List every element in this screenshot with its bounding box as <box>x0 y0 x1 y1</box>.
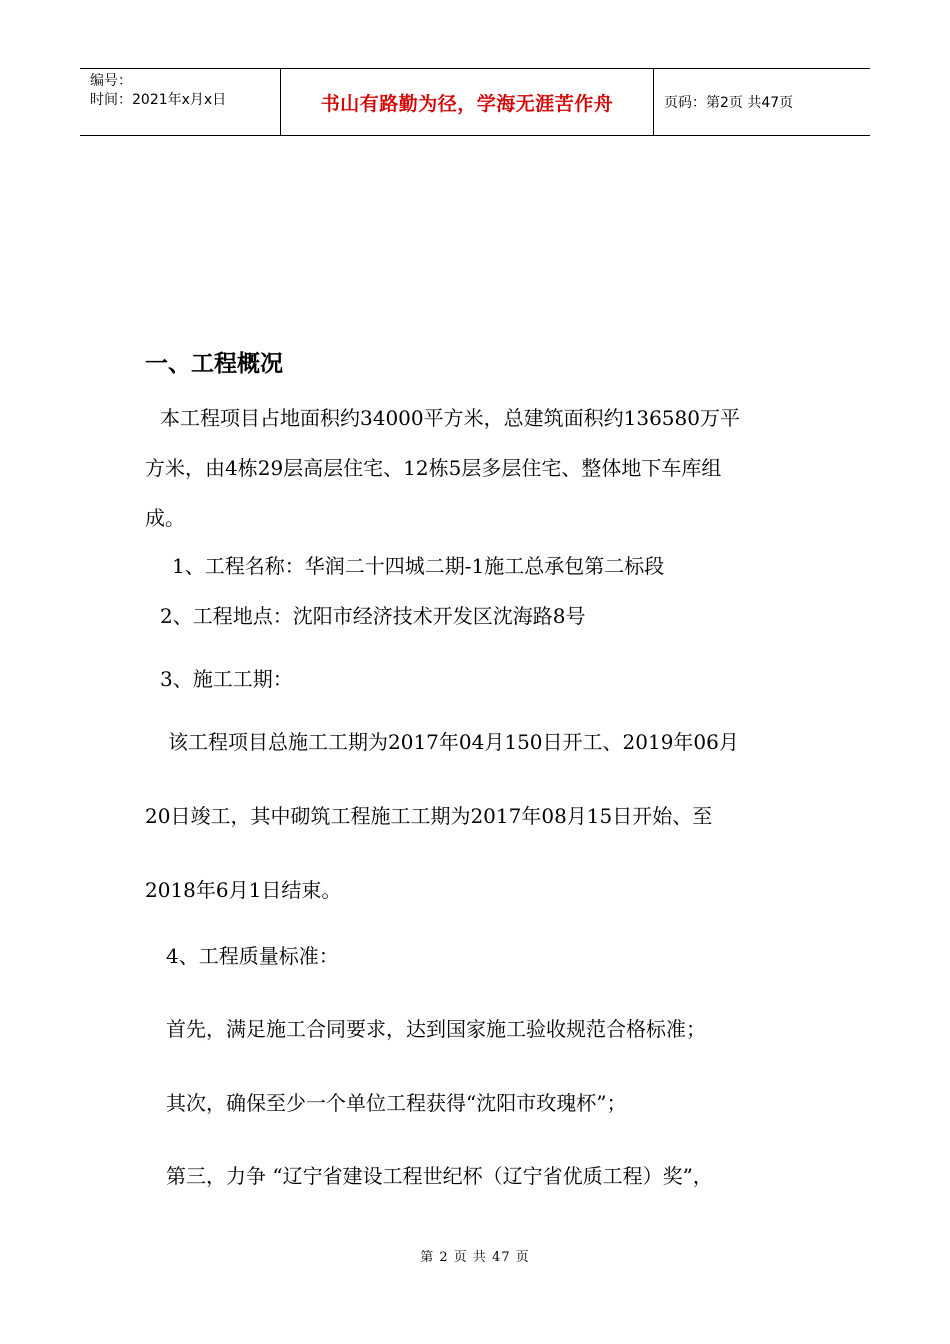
header-page-info: 页码：第2页 共47页 <box>664 95 794 111</box>
serial-number-label: 编号： <box>90 73 132 89</box>
header-motto: 书山有路勤为径，学海无涯苦作舟 <box>281 69 654 135</box>
schedule-line-2: 20日竣工，其中砌筑工程施工工期为2017年08月15日开始、至 <box>145 804 713 828</box>
schedule-line-1: 该工程项目总施工工期为2017年04月150日开工、2019年06月 <box>168 730 739 754</box>
page-footer: 第 2 页 共 47 页 <box>420 1250 530 1265</box>
time-label: 时间：2021年x月x日 <box>90 92 227 108</box>
quality-line-1: 首先，满足施工合同要求，达到国家施工验收规范合格标准； <box>166 1017 706 1041</box>
item-project-location: 2、工程地点：沈阳市经济技术开发区沈海路8号 <box>160 604 586 628</box>
quality-line-3: 第三，力争 “辽宁省建设工程世纪杯（辽宁省优质工程）奖”， <box>166 1164 713 1188</box>
item-project-name: 1、工程名称：华润二十四城二期-1施工总承包第二标段 <box>172 554 665 578</box>
page-header <box>80 68 870 136</box>
intro-line-2: 方米，由4栋29层高层住宅、12栋5层多层住宅、整体地下车库组 <box>145 456 722 480</box>
item-construction-period: 3、施工工期： <box>160 667 293 691</box>
schedule-line-3: 2018年6月1日结束。 <box>145 878 342 902</box>
item-quality-standard: 4、工程质量标准： <box>166 944 339 968</box>
intro-line-3: 成。 <box>145 506 185 530</box>
quality-line-2: 其次，确保至少一个单位工程获得“沈阳市玫瑰杯”； <box>166 1091 627 1115</box>
section-heading: 一、工程概况 <box>145 351 283 377</box>
intro-line-1: 本工程项目占地面积约34000平方米，总建筑面积约136580万平 <box>160 406 740 430</box>
header-meta <box>80 69 281 135</box>
